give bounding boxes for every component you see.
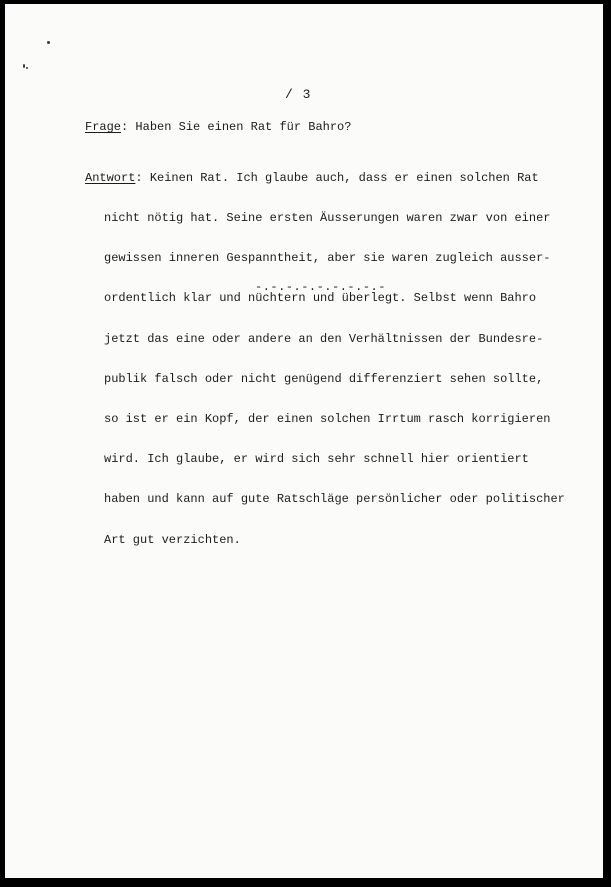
end-separator: -.-.-.-.-.-.-.-.- <box>255 280 386 294</box>
document-page <box>5 4 603 878</box>
answer-paragraph <box>85 145 603 574</box>
answer-line: wird. Ich glaube, er wird sich sehr schnell hier orientiert <box>104 452 529 467</box>
scan-speck <box>47 41 50 44</box>
answer-first-line <box>85 172 603 185</box>
answer-line: haben und kann auf gute Ratschläge persönlicher oder politischer <box>104 492 565 507</box>
answer-label: Antwort <box>85 170 136 185</box>
scan-speck <box>23 64 25 68</box>
answer-line: nicht nötig hat. Seine ersten Äusserungen waren zwar von einer <box>104 211 551 226</box>
scan-speck <box>26 67 28 69</box>
answer-line: Art gut verzichten. <box>104 532 241 547</box>
page-number: / 3 <box>285 87 312 102</box>
answer-line: ordentlich klar und nüchtern und überlegt. Selbst wenn Bahro <box>104 291 537 306</box>
question-label: Frage <box>85 120 122 134</box>
answer-line: so ist er ein Kopf, der einen solchen Irrtum rasch korrigieren <box>104 412 551 427</box>
answer-line: gewissen inneren Gespanntheit, aber sie waren zugleich ausser- <box>104 251 551 266</box>
question-text: : Haben Sie einen Rat für Bahro? <box>121 120 352 134</box>
answer-line: jetzt das eine oder andere an den Verhältnissen der Bundesre- <box>104 331 544 346</box>
answer-line: publik falsch oder nicht genügend differenziert sehen sollte, <box>104 371 544 386</box>
question-paragraph <box>85 121 603 134</box>
answer-first-line-text: : Keinen Rat. Ich glaube auch, dass er einen solchen Rat <box>135 170 539 185</box>
